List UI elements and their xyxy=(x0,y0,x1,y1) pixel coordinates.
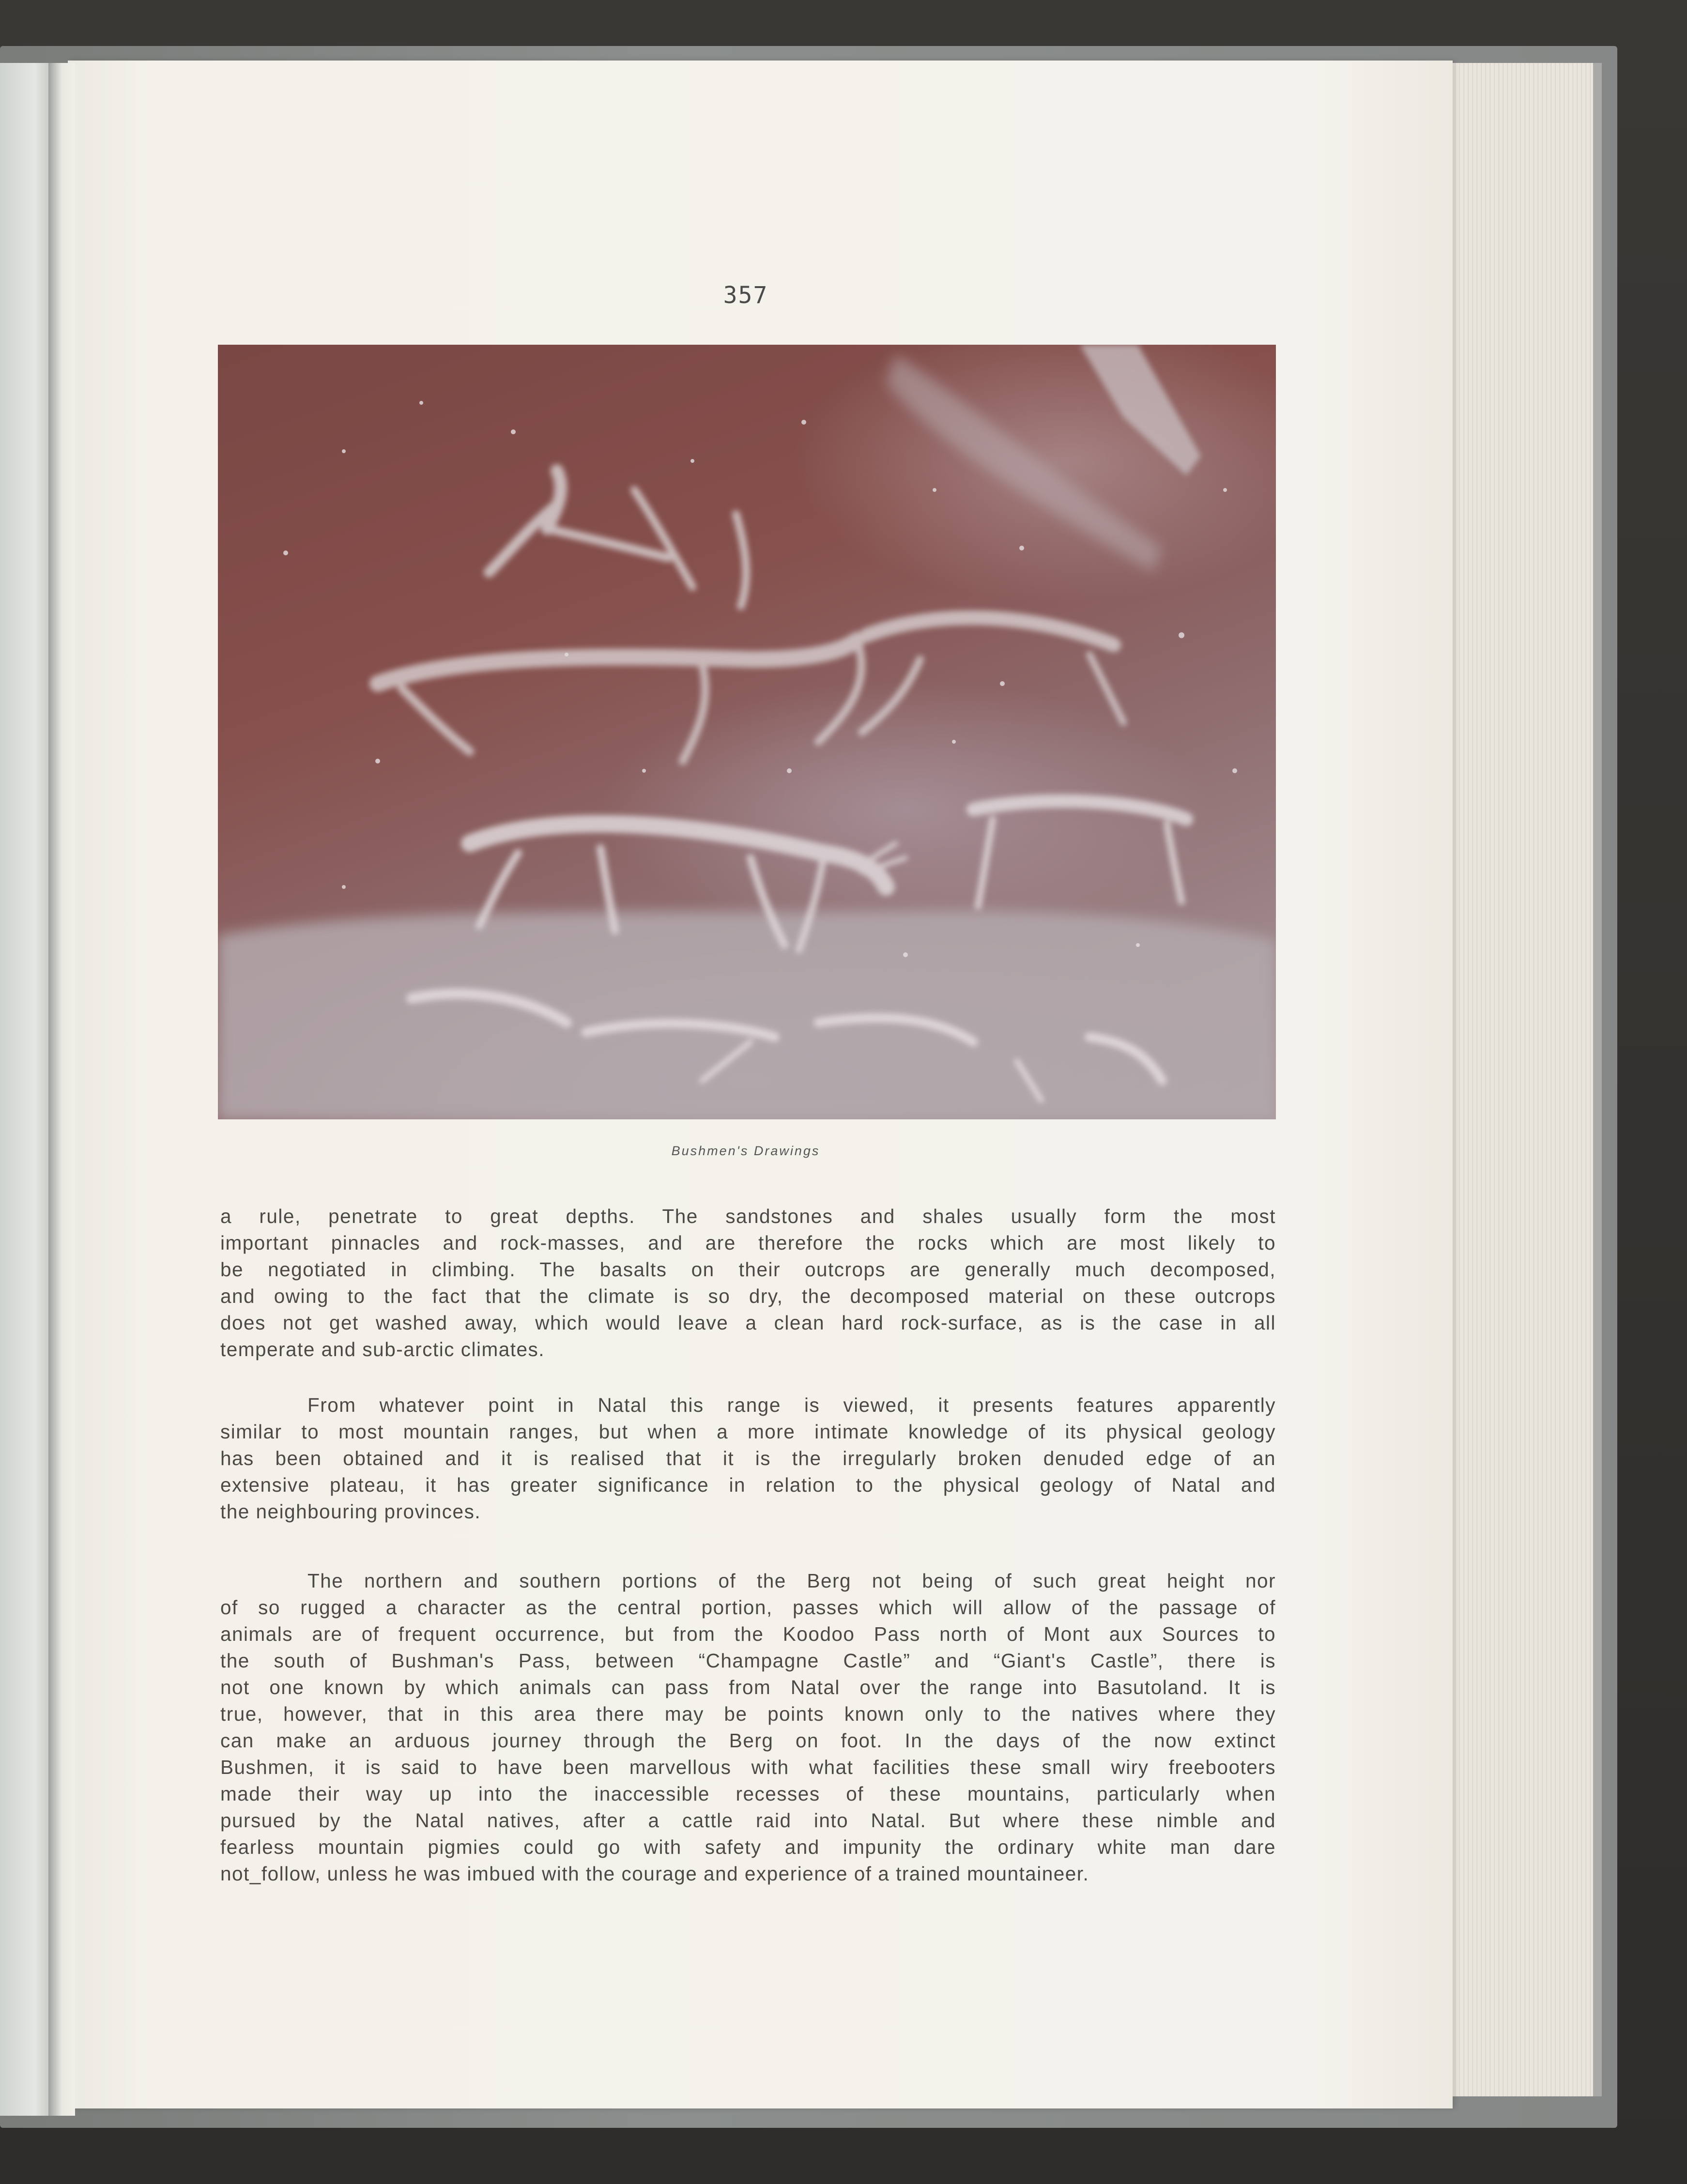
paragraph-2 xyxy=(220,1392,1276,1525)
plate-photograph xyxy=(218,345,1276,1119)
text-line: has been obtained and it is realised that it is the irregularly broken denuded edge of an xyxy=(220,1447,1276,1469)
text-line: of so rugged a character as the central portion, passes which will allow of the passage of xyxy=(220,1596,1276,1619)
text-line: Bushmen, it is said to have been marvellous with what facilities these small wiry freebooters xyxy=(220,1756,1276,1778)
text-line: the south of Bushman's Pass, between “Champagne Castle” and “Giant's Castle”, there is xyxy=(220,1649,1276,1672)
text-line: a rule, penetrate to great depths. The sandstones and shales usually form the most xyxy=(220,1205,1276,1227)
text-line: important pinnacles and rock-masses, and are therefore the rocks which are most likely to xyxy=(220,1232,1276,1254)
paragraph-1 xyxy=(220,1203,1276,1363)
text-line: not_follow, unless he was imbued with the courage and experience of a trained mountaineer. xyxy=(220,1863,1089,1885)
page-number: 357 xyxy=(723,282,768,309)
text-line: similar to most mountain ranges, but when a more intimate knowledge of its physical geology xyxy=(220,1420,1276,1443)
plate-caption: Bushmen's Drawings xyxy=(671,1144,820,1158)
text-line: the neighbouring provinces. xyxy=(220,1500,481,1523)
text-line: animals are of frequent occurrence, but from the Koodoo Pass north of Mont aux Sources to xyxy=(220,1623,1276,1645)
rock-art-illustration xyxy=(218,345,1276,1119)
paragraph-3 xyxy=(220,1568,1276,1887)
text-line: and owing to the fact that the climate is so dry, the decomposed material on these outcrops xyxy=(220,1285,1276,1307)
text-line: From whatever point in Natal this range is viewed, it presents features apparently xyxy=(307,1394,1276,1416)
page-stack-edge xyxy=(1448,63,1602,2096)
text-line: made their way up into the inaccessible recesses of these mountains, particularly when xyxy=(220,1783,1276,1805)
text-line: fearless mountain pigmies could go with safety and impunity the ordinary white man dare xyxy=(220,1836,1276,1858)
text-line: pursued by the Natal natives, after a cattle raid into Natal. But where these nimble and xyxy=(220,1809,1276,1832)
text-line: can make an arduous journey through the Berg on foot. In the days of the now extinct xyxy=(220,1729,1276,1752)
text-line: temperate and sub-arctic climates. xyxy=(220,1338,545,1360)
text-line: The northern and southern portions of the Berg not being of such great height nor xyxy=(307,1570,1276,1592)
text-line: true, however, that in this area there may be points known only to the natives where they xyxy=(220,1703,1276,1725)
text-line: does not get washed away, which would leave a clean hard rock-surface, as is the case in all xyxy=(220,1312,1276,1334)
text-line: be negotiated in climbing. The basalts on their outcrops are generally much decomposed, xyxy=(220,1258,1276,1281)
text-line: extensive plateau, it has greater significance in relation to the physical geology of Natal and xyxy=(220,1474,1276,1496)
text-line: not one known by which animals can pass from Natal over the range into Basutoland. It is xyxy=(220,1676,1276,1698)
book-gutter xyxy=(48,63,75,2116)
